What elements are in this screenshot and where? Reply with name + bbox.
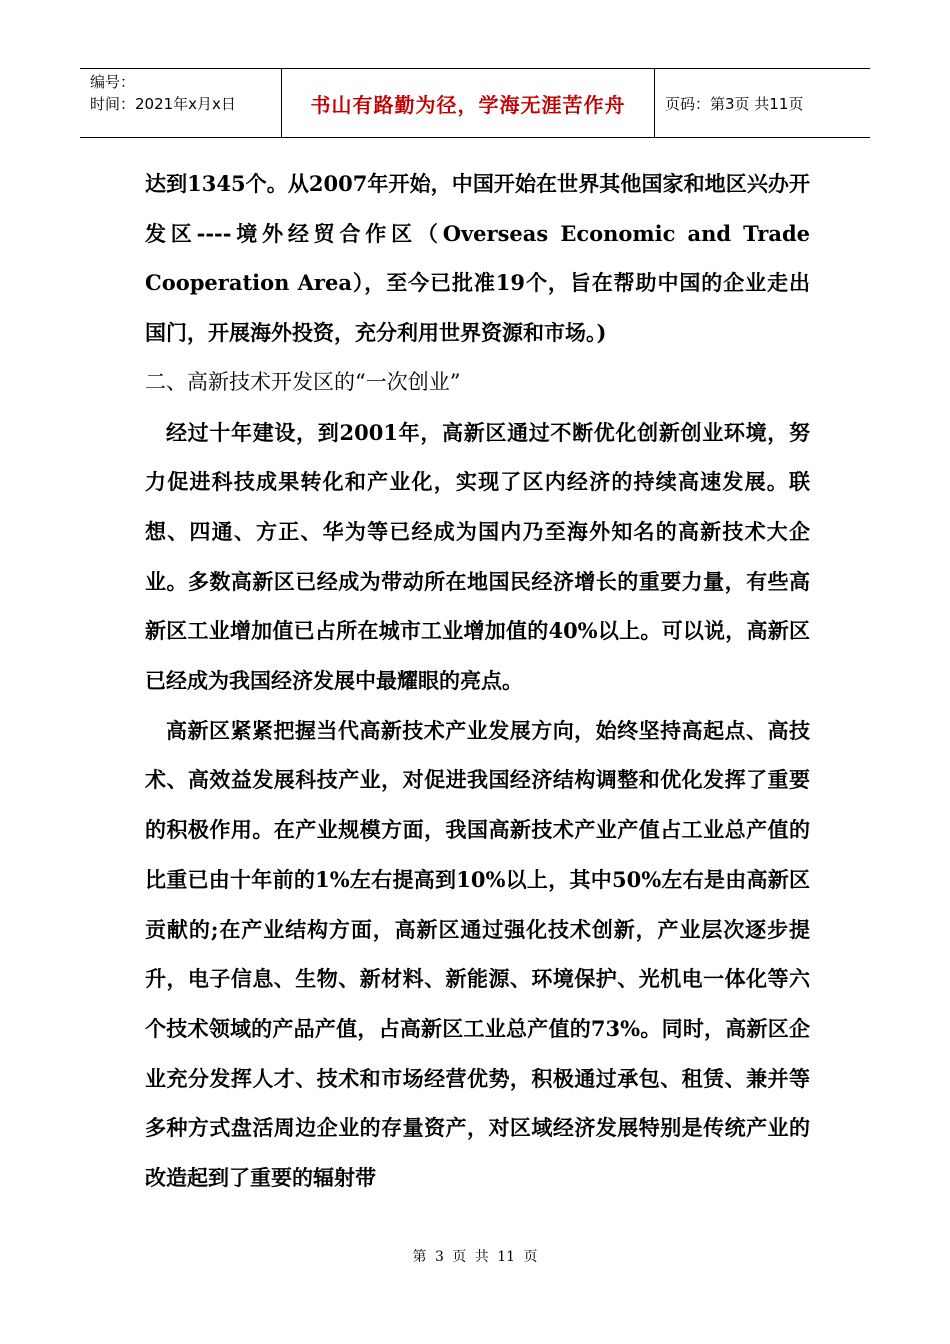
header-meta: [80, 69, 282, 137]
paragraph-continuation: 达到1345个。从2007年开始，中国开始在世界其他国家和地区兴办开发区----境外经贸合作区（Overseas Economic and Trade Cooperation Area），至今已批准19个，旨在帮助中国的企业走出国门，开展海外投资，充分利用世界资源和市场。): [145, 171, 810, 346]
header-motto: 书山有路勤为径，学海无涯苦作舟: [282, 69, 655, 137]
document-body: [145, 159, 810, 1203]
paragraph-first-venture: 经过十年建设，到2001年，高新区通过不断优化创新创业环境，努力促进科技成果转化和产业化，实现了区内经济的持续高速发展。联想、四通、方正、华为等已经成为国内乃至海外知名的高新技术大企业。多数高新区已经成为带动所在地国民经济增长的重要力量，有些高新区工业增加值已占所在城市工业增加值的40%以上。可以说，高新区已经成为我国经济发展中最耀眼的亮点。: [145, 419, 810, 694]
document-number-label: 编号：: [90, 73, 136, 91]
page-header: [80, 68, 870, 138]
paragraph-industry-structure: 高新区紧紧把握当代高新技术产业发展方向，始终坚持高起点、高技术、高效益发展科技产业，对促进我国经济结构调整和优化发挥了重要的积极作用。在产业规模方面，我国高新技术产业产值占工业总产值的比重已由十年前的1%左右提高到10%以上，其中50%左右是由高新区贡献的;在产业结构方面，高新区通过强化技术创新，产业层次逐步提升，电子信息、生物、新材料、新能源、环境保护、光机电一体化等六个技术领域的产品产值，占高新区工业总产值的73%。同时，高新区企业充分发挥人才、技术和市场经营优势，积极通过承包、租赁、兼并等多种方式盘活周边企业的存量资产，对区域经济发展特别是传统产业的改造起到了重要的辐射带: [145, 717, 810, 1191]
page-footer: 第 3 页 共 11 页: [412, 1249, 538, 1265]
header-page-info: 页码：第3页 共11页: [665, 94, 804, 113]
section-heading: 二、高新技术开发区的“一次创业”: [145, 369, 461, 394]
document-time-label: 时间：2021年x月x日: [90, 95, 236, 113]
